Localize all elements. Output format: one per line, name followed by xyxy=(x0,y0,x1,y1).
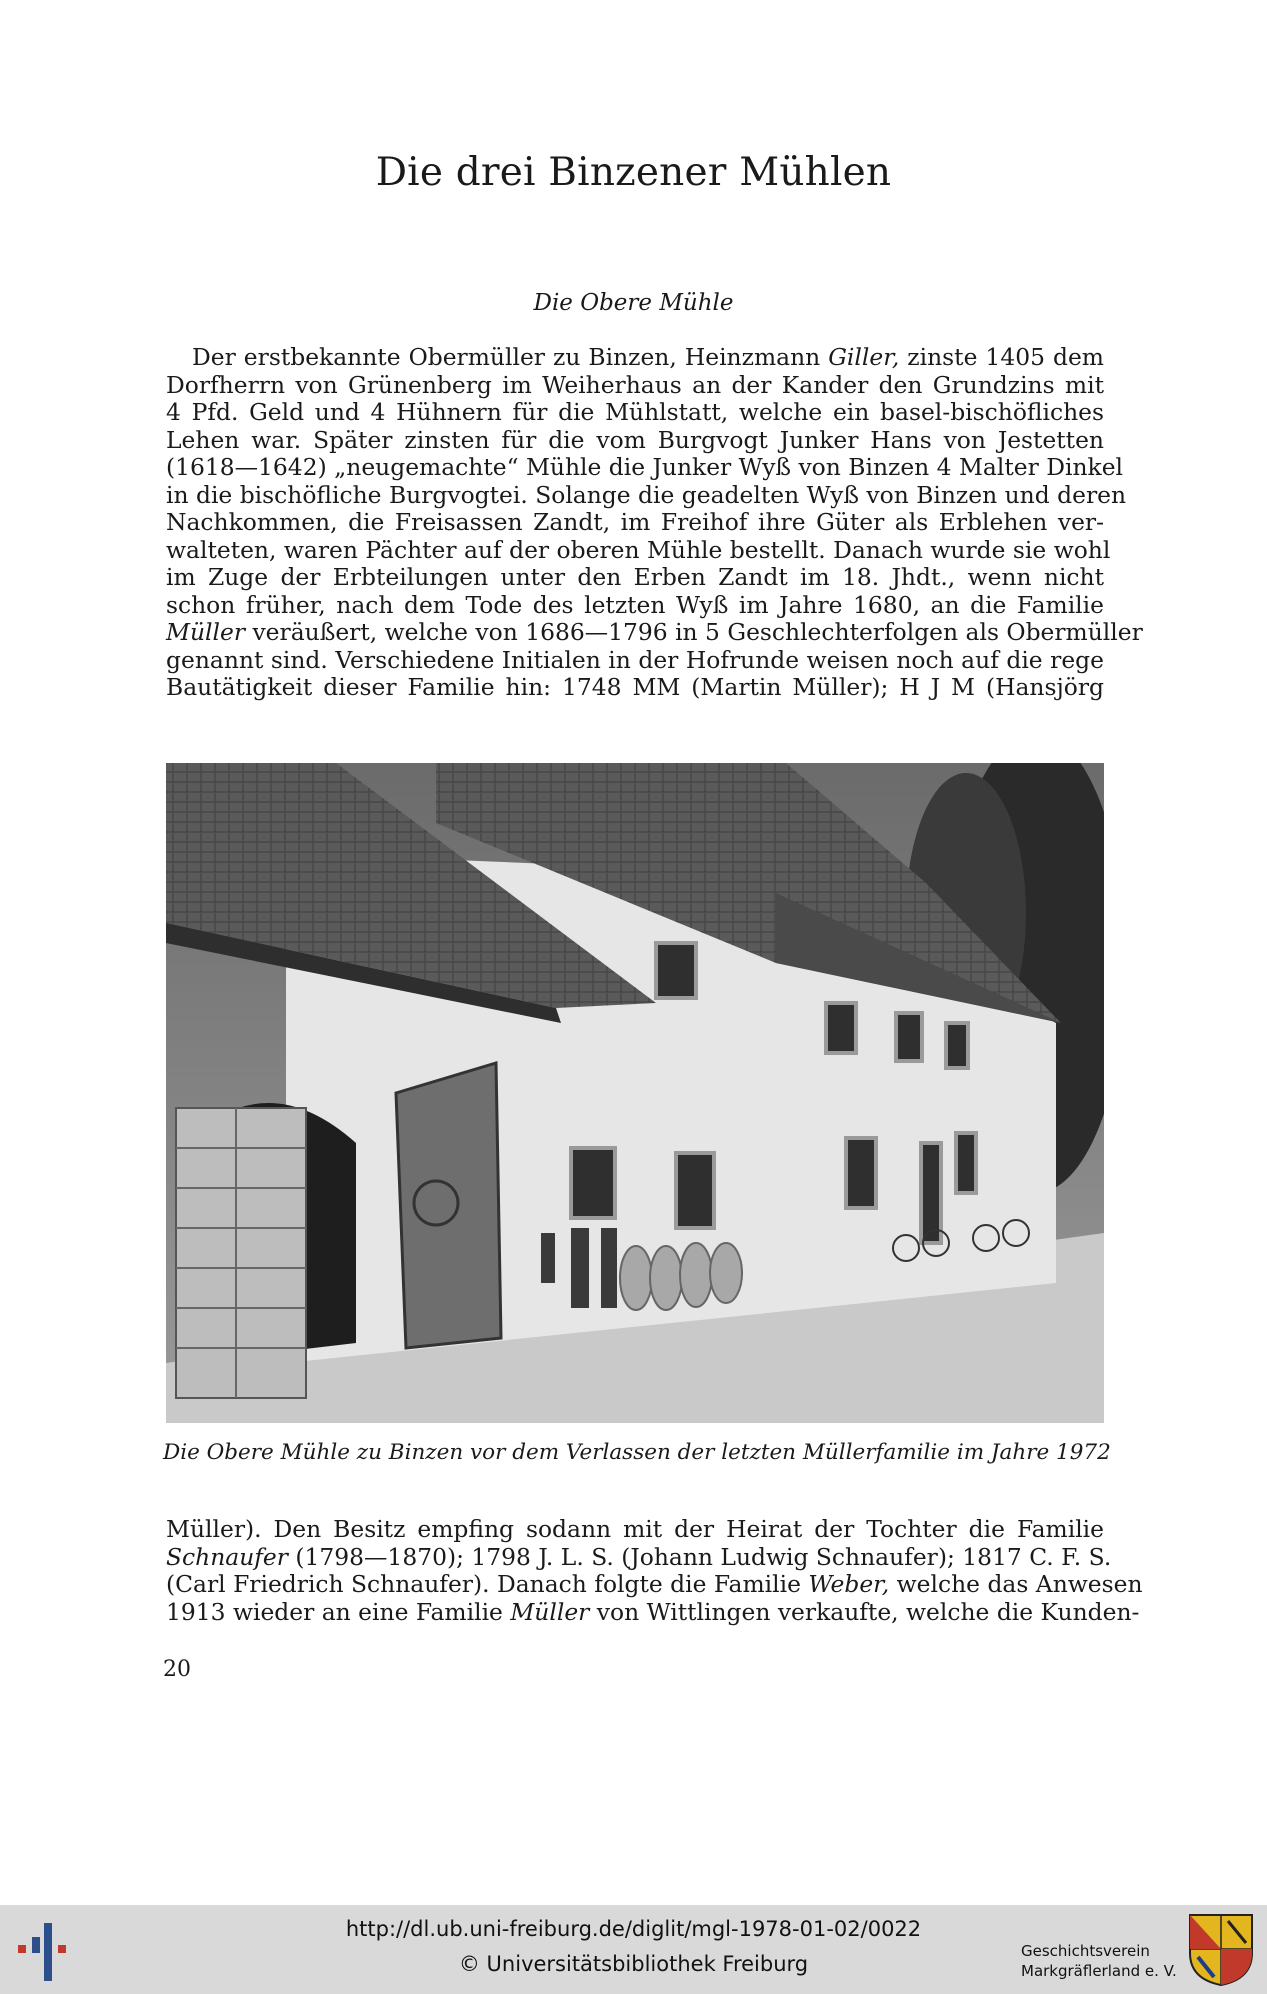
section-title: Die Obere Mühle xyxy=(533,290,734,316)
text-segment: im Zuge der Erbteilungen unter den Erben Zandt im 18. Jhdt., wenn nicht xyxy=(166,563,1104,591)
page-number: 20 xyxy=(163,1657,191,1682)
text-line xyxy=(166,647,1104,675)
text-segment: veräußert, welche von 1686—1796 in 5 Geschlechterfolgen als Obermüller xyxy=(245,618,1143,646)
text-line xyxy=(166,1542,1112,1572)
mill-photograph xyxy=(166,763,1104,1423)
text-line xyxy=(166,1570,1143,1599)
text-line xyxy=(166,535,1111,565)
text-segment: in die bischöfliche Burgvogtei. Solange die geadelten Wyß von Binzen und deren xyxy=(166,480,1127,509)
text-line xyxy=(166,509,1104,537)
text-line xyxy=(166,564,1104,592)
page-title: Die drei Binzener Mühlen xyxy=(375,150,892,195)
text-segment: 1913 wieder an eine Familie xyxy=(166,1597,511,1626)
text-segment: Bautätigkeit dieser Familie hin: 1748 MM (Martin Müller); H J M (Hansjörg xyxy=(166,673,1104,701)
text-segment: Der erstbekannte Obermüller zu Binzen, Heinzmann xyxy=(192,343,829,371)
italic-name: Giller, xyxy=(828,343,900,371)
footer-url-link[interactable]: http://dl.ub.uni-freiburg.de/diglit/mgl-1978-01-02/0022 xyxy=(345,1917,922,1941)
paragraph-1 xyxy=(166,343,1143,702)
italic-name: Müller xyxy=(166,618,246,646)
text-line xyxy=(166,618,1143,647)
text-line xyxy=(166,480,1127,510)
text-line xyxy=(166,372,1104,400)
italic-name: Schnaufer xyxy=(166,1542,288,1571)
text-segment: Lehen war. Später zinsten für die vom Burgvogt Junker Hans von Jestetten xyxy=(166,425,1104,454)
text-segment: Müller). Den Besitz empfing sodann mit der Heirat der Tochter die Familie xyxy=(166,1515,1104,1543)
italic-name: Weber, xyxy=(808,1570,890,1598)
text-segment: (Carl Friedrich Schnaufer). Danach folgte die Familie xyxy=(166,1570,809,1598)
text-line xyxy=(166,1516,1104,1544)
text-segment: walteten, waren Pächter auf der oberen Mühle bestellt. Danach wurde sie wohl xyxy=(166,535,1111,564)
text-line xyxy=(166,427,1104,455)
footer-copyright: © Universitätsbibliothek Freiburg xyxy=(458,1952,809,1976)
text-segment: Nachkommen, die Freisassen Zandt, im Freihof ihre Güter als Erblehen ver- xyxy=(166,508,1104,536)
text-segment: zinste 1405 dem xyxy=(899,343,1104,371)
org-line-2: Markgräflerland e. V. xyxy=(1021,1962,1177,1980)
society-crest-icon xyxy=(1188,1913,1254,1987)
text-line xyxy=(166,399,1104,427)
org-line-1: Geschichtsverein xyxy=(1021,1942,1150,1960)
footer-organization xyxy=(1021,1941,1181,1981)
text-segment: (1618—1642) „neugemachte“ Mühle die Junker Wyß von Binzen 4 Malter Dinkel xyxy=(166,453,1124,481)
text-segment: von Wittlingen verkaufte, welche die Kunden- xyxy=(589,1597,1140,1626)
text-line xyxy=(166,592,1104,620)
footer-bar xyxy=(0,1905,1267,1994)
text-segment: genannt sind. Verschiedene Initialen in der Hofrunde weisen noch auf die rege xyxy=(166,645,1104,674)
text-line xyxy=(166,1597,1140,1627)
text-line xyxy=(166,674,1104,702)
mill-photo-image xyxy=(166,763,1104,1423)
text-line xyxy=(166,453,1124,482)
text-segment: (1798—1870); 1798 J. L. S. (Johann Ludwig Schnaufer); 1817 C. F. S. xyxy=(287,1542,1112,1571)
text-segment: Dorfherrn von Grünenberg im Weiherhaus an der Kander den Grundzins mit xyxy=(166,370,1104,399)
text-line xyxy=(166,344,1104,372)
paragraph-2 xyxy=(166,1515,1143,1626)
photo-caption: Die Obere Mühle zu Binzen vor dem Verlassen der letzten Müllerfamilie im Jahre 1972 xyxy=(163,1440,1111,1465)
text-segment: welche das Anwesen xyxy=(889,1570,1143,1598)
text-segment: schon früher, nach dem Tode des letzten Wyß im Jahre 1680, an die Familie xyxy=(166,590,1104,619)
italic-name: Müller xyxy=(510,1597,590,1626)
text-segment: 4 Pfd. Geld und 4 Hühnern für die Mühlstatt, welche ein basel-bischöfliches xyxy=(166,398,1104,426)
